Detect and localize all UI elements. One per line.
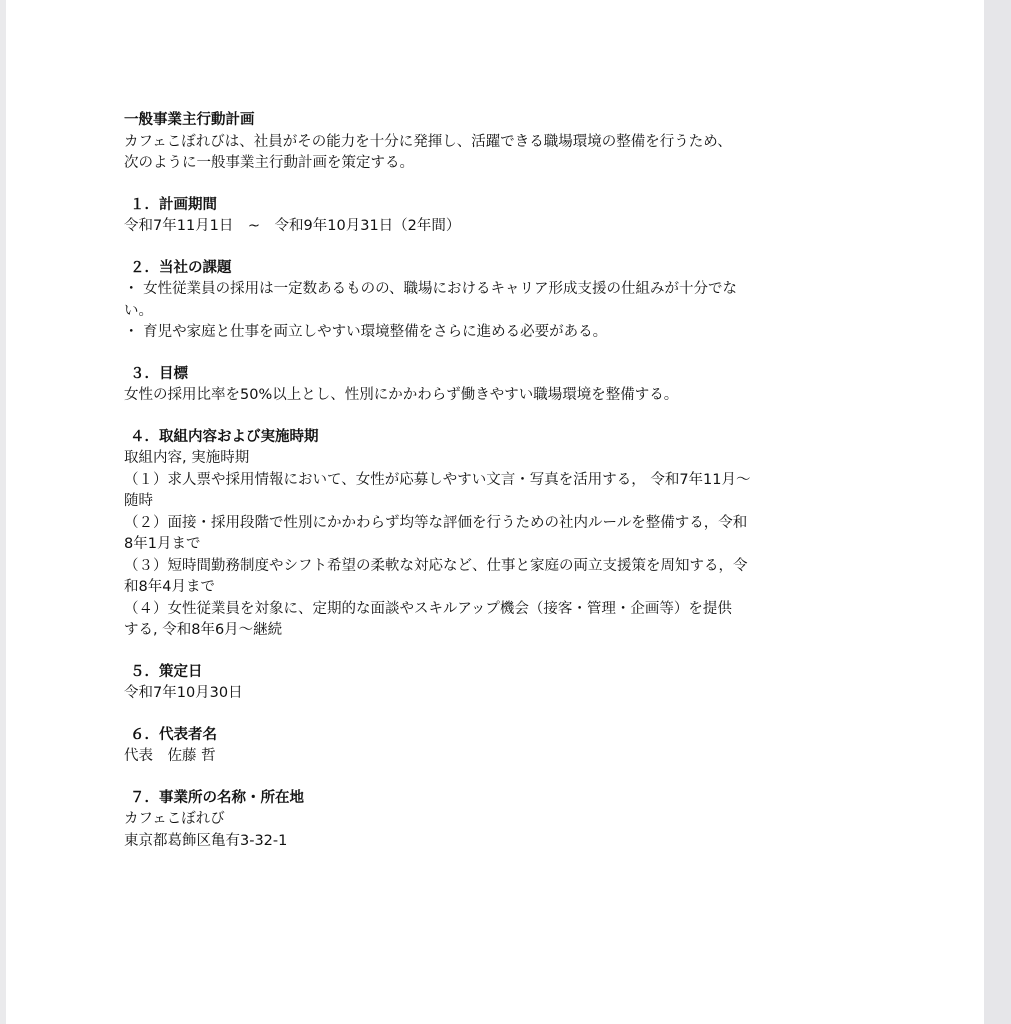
section-goal	[124, 364, 884, 407]
section-heading: ２．当社の課題	[130, 259, 232, 276]
section-line: 代表 佐藤 哲	[124, 748, 216, 764]
section-line: ・ 育児や家庭と仕事を両立しやすい環境整備をさらに進める必要がある。	[124, 324, 608, 340]
section-line: （２）面接・採用段階で性別にかかわらず均等な評価を行うための社内ルールを整備する，令和	[124, 514, 748, 531]
section-line: （３）短時間勤務制度やシフト希望の柔軟な対応など、仕事と家庭の両立支援策を周知する，令	[124, 557, 748, 574]
section-heading: ５．策定日	[130, 663, 203, 680]
section-line: （１）求人票や採用情報において、女性が応募しやすい文言・写真を活用する， 令和7年11月～	[124, 471, 751, 488]
section-line: 8年1月まで	[124, 536, 201, 552]
section-line: する, 令和8年6月～継続	[124, 622, 283, 638]
section-line: い。	[124, 302, 153, 319]
section-office	[124, 788, 884, 853]
section-line: ・ 女性従業員の採用は一定数あるものの、職場におけるキャリア形成支援の仕組みが十分でな	[124, 281, 738, 297]
section-line: 和8年4月まで	[124, 579, 215, 595]
document-title: 一般事業主行動計画	[124, 112, 255, 128]
section-line: カフェこぼれび	[124, 811, 225, 827]
section-date	[124, 662, 884, 705]
section-line: （４）女性従業員を対象に、定期的な面談やスキルアップ機会（接客・管理・企画等）を提供	[124, 600, 732, 617]
section-line: 東京都葛飾区亀有3-32-1	[124, 832, 288, 849]
intro-line: 次のように一般事業主行動計画を策定する。	[124, 155, 414, 171]
section-line: 女性の採用比率を50%以上とし、性別にかかわらず働きやすい職場環境を整備する。	[124, 387, 679, 403]
section-period	[124, 195, 884, 238]
section-heading: ７．事業所の名称・所在地	[130, 789, 304, 806]
intro-line: カフェこぼれびは、社員がその能力を十分に発揮し、活躍できる職場環境の整備を行うため、	[124, 133, 732, 150]
section-line: 令和7年10月30日	[124, 685, 243, 701]
section-issues	[124, 258, 884, 344]
section-heading: ３．目標	[130, 365, 188, 382]
section-line: 取組内容, 実施時期	[124, 450, 250, 466]
document-content	[124, 110, 884, 852]
section-heading: ６．代表者名	[130, 726, 217, 743]
page-right-edge	[984, 0, 1011, 1024]
section-representative	[124, 725, 884, 768]
section-line: 随時	[124, 493, 153, 509]
section-initiatives	[124, 427, 884, 642]
section-heading: １．計画期間	[130, 196, 217, 213]
section-heading: ４．取組内容および実施時期	[130, 428, 319, 445]
section-line: 令和7年11月1日 ~ 令和9年10月31日（2年間）	[124, 218, 461, 234]
document-page	[6, 0, 984, 1024]
